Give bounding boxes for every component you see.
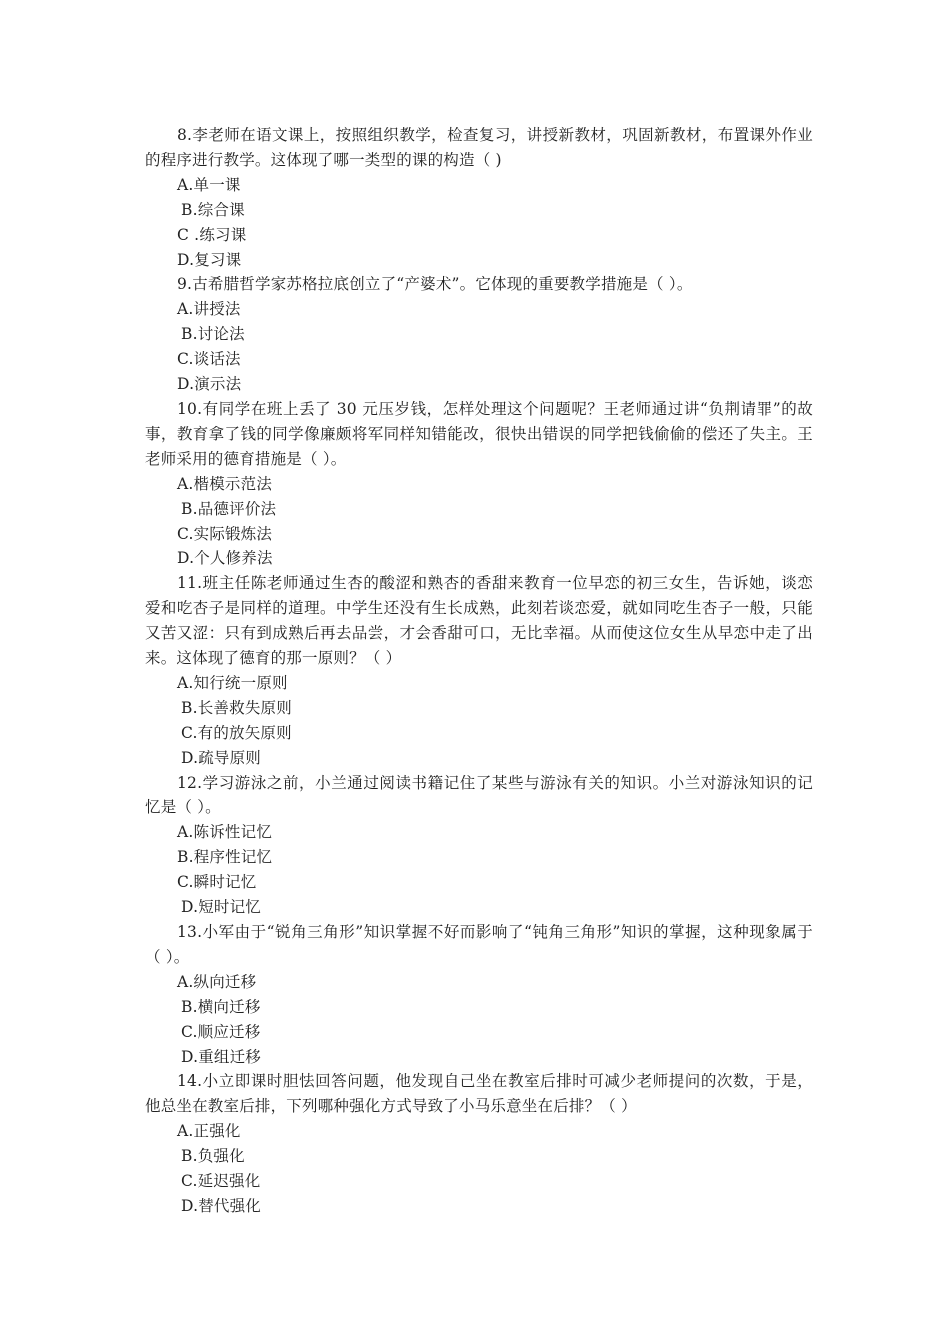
question-text: 14.小立即课时胆怯回答问题，他发现自己坐在教室后排时可减少老师提问的次数，于是，他总坐在教室后排，下列哪种强化方式导致了小马乐意坐在后排？（ ） xyxy=(145,1072,813,1116)
question-14 xyxy=(145,1069,813,1218)
option-c: C .练习课 xyxy=(177,225,247,244)
option-c: C.实际锻炼法 xyxy=(177,524,273,543)
option-a: A.知行统一原则 xyxy=(177,673,288,692)
question-text: 13.小军由于“锐角三角形”知识掌握不好而影响了“钝角三角形”知识的掌握，这种现象属于（ ）。 xyxy=(145,923,813,966)
option-c: C.谈话法 xyxy=(177,350,241,369)
question-text: 9.古希腊哲学家苏格拉底创立了“产婆术”。它体现的重要教学措施是（ ）。 xyxy=(177,275,693,294)
question-8 xyxy=(145,123,813,272)
option-b: B.程序性记忆 xyxy=(177,848,273,867)
option-a: A.楷模示范法 xyxy=(177,474,273,493)
option-d: D.演示法 xyxy=(177,375,242,394)
option-a: A.陈诉性记忆 xyxy=(177,823,273,842)
option-b: B.负强化 xyxy=(181,1147,245,1166)
option-a: A.正强化 xyxy=(177,1122,241,1141)
option-d: D.个人修养法 xyxy=(177,549,273,568)
question-text: 12.学习游泳之前，小兰通过阅读书籍记住了某些与游泳有关的知识。小兰对游泳知识的记忆是（ ）。 xyxy=(145,773,813,817)
option-d: D.重组迁移 xyxy=(181,1047,262,1066)
option-b: B.讨论法 xyxy=(181,325,245,344)
question-13 xyxy=(145,920,813,1069)
question-text: 11.班主任陈老师通过生杏的酸涩和熟杏的香甜来教育一位早恋的初三女生，告诉她，谈恋爱和吃杏子是同样的道理。中学生还没有生长成熟，此刻若谈恋爱，就如同吃生杏子一般，只能又苦又涩：只有到成熟后再去品尝，才会香甜可口，无比幸福。从而使这位女生从早恋中走了出来。这体现了德育的那一原则？（ ） xyxy=(145,574,813,668)
option-c: C.瞬时记忆 xyxy=(177,873,257,892)
question-12 xyxy=(145,771,813,920)
option-b: B.长善救失原则 xyxy=(181,698,292,717)
question-list xyxy=(145,123,813,1219)
question-text: 8.李老师在语文课上，按照组织教学，检查复习，讲授新教材，巩固新教材，布置课外作业的程序进行教学。这体现了哪一类型的课的构造（ ) xyxy=(145,126,813,169)
question-11 xyxy=(145,571,813,770)
question-text: 10.有同学在班上丢了 30 元压岁钱，怎样处理这个问题呢？王老师通过讲“负荆请罪”的故事，教育拿了钱的同学像廉颇将军同样知错能改，很快出错误的同学把钱偷偷的偿还了失主。王老师采用的德育措施是（ ）。 xyxy=(145,399,813,468)
option-d: D.短时记忆 xyxy=(181,898,262,917)
option-c: C.延迟强化 xyxy=(181,1172,261,1191)
option-a: A.单一课 xyxy=(177,175,241,194)
option-d: D.替代强化 xyxy=(181,1196,262,1215)
question-9 xyxy=(145,272,813,397)
option-b: B.横向迁移 xyxy=(181,997,261,1016)
option-a: A.纵向迁移 xyxy=(177,972,257,991)
option-b: B.综合课 xyxy=(181,200,245,219)
option-d: D.疏导原则 xyxy=(181,748,262,767)
question-10 xyxy=(145,397,813,571)
option-a: A.讲授法 xyxy=(177,300,241,319)
option-d: D.复习课 xyxy=(177,250,242,269)
option-c: C.顺应迁移 xyxy=(181,1022,261,1041)
option-c: C.有的放矢原则 xyxy=(181,723,292,742)
option-b: B.品德评价法 xyxy=(181,499,277,518)
